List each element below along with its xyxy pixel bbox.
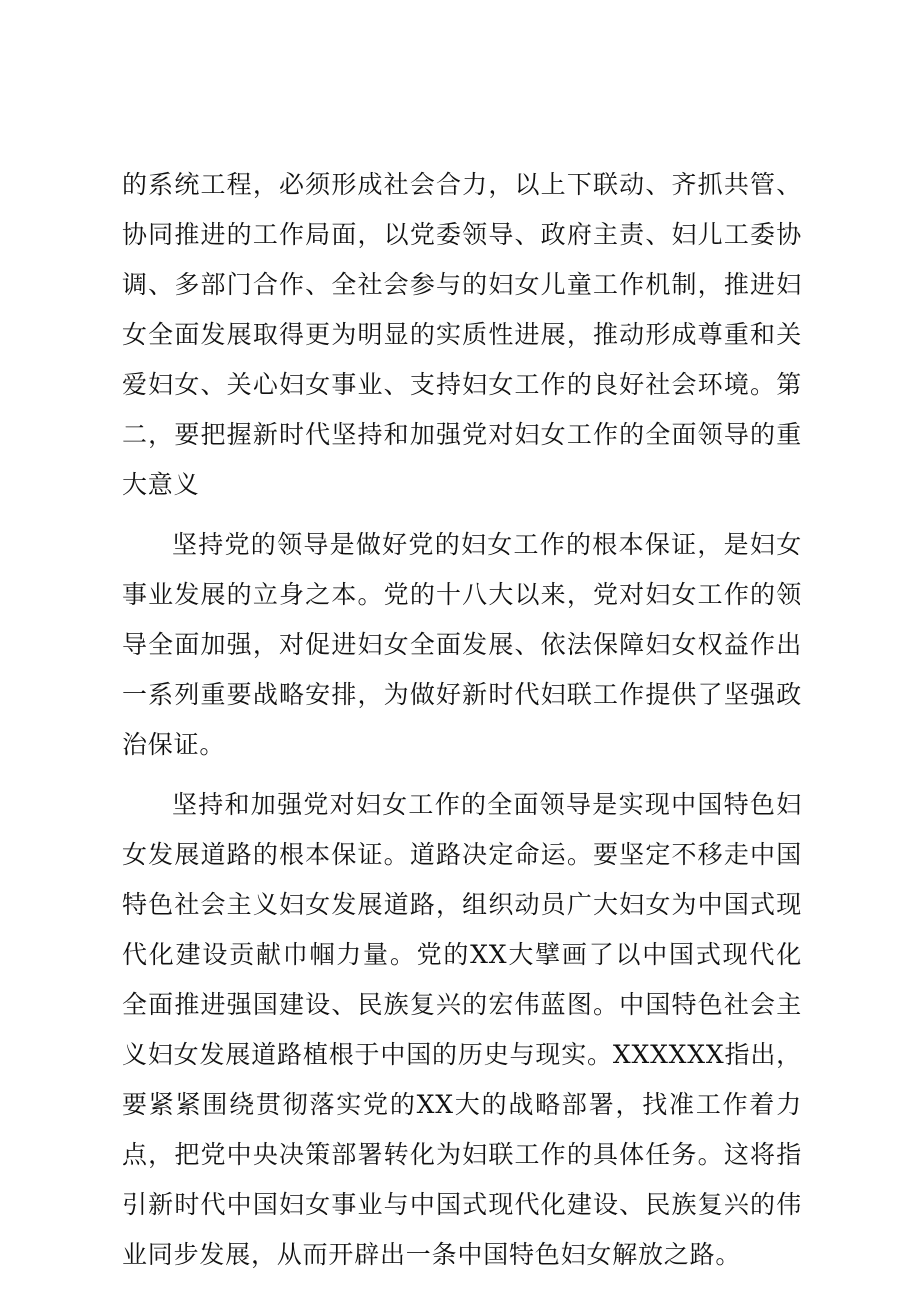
document-body <box>122 160 802 1290</box>
paragraph-development-path: 坚持和加强党对妇女工作的全面领导是实现中国特色妇女发展道路的根本保证。道路决定命运。要坚定不移走中国特色社会主义妇女发展道路，组织动员广大妇女为中国式现代化建设贡献巾帼力量。党的XX大擘画了以中国式现代化全面推进强国建设、民族复兴的宏伟蓝图。中国特色社会主义妇女发展道路植根于中国的历史与现实。XXXXXX指出，要紧紧围绕贯彻落实党的XX大的战略部署，找准工作着力点，把党中央决策部署转化为妇联工作的具体任务。这将指引新时代中国妇女事业与中国式现代化建设、民族复兴的伟业同步发展，从而开辟出一条中国特色妇女解放之路。 <box>122 790 802 1269</box>
paragraph-party-leadership: 坚持党的领导是做好党的妇女工作的根本保证，是妇女事业发展的立身之本。党的十八大以来，党对妇女工作的领导全面加强，对促进妇女全面发展、依法保障妇女权益作出一系列重要战略安排，为做好新时代妇联工作提供了坚强政治保证。 <box>122 530 802 759</box>
paragraph-continuation: 的系统工程，必须形成社会合力，以上下联动、齐抓共管、协同推进的工作局面，以党委领导、政府主责、妇儿工委协调、多部门合作、全社会参与的妇女儿童工作机制，推进妇女全面发展取得更为明显的实质性进展，推动形成尊重和关爱妇女、关心妇女事业、支持妇女工作的良好社会环境。第二，要把握新时代坚持和加强党对妇女工作的全面领导的重大意义 <box>122 170 802 499</box>
